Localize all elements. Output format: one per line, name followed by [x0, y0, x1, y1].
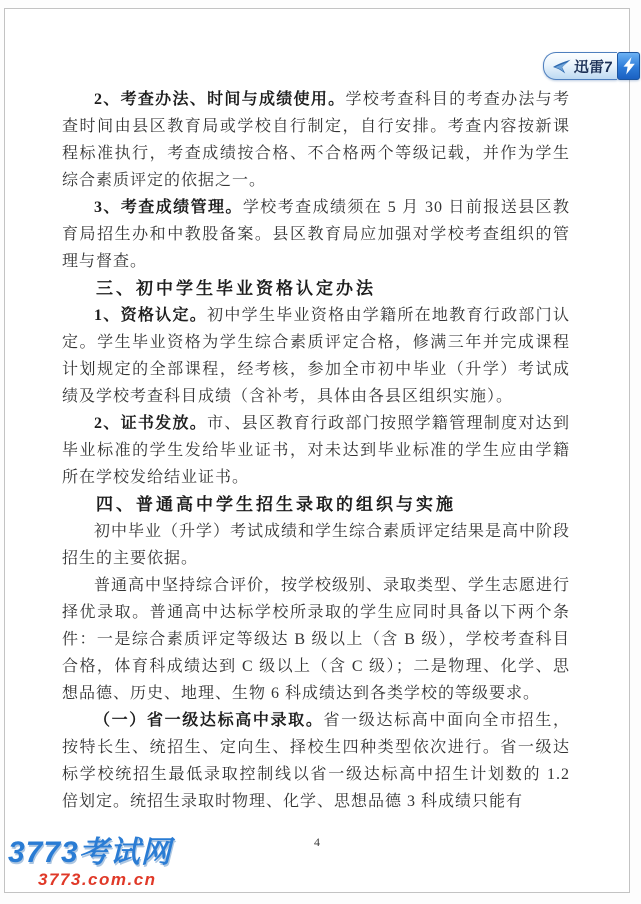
- paragraph-text: 初中学生毕业资格由学籍所在地教育行政部门认定。学生毕业资格为学生综合素质评定合格，修满三年并完成课程计划规定的全部课程，经考核，参加全市初中毕业（升学）考试成绩及学校考查科目成绩（含补考，具体由各县区组织实施）。: [62, 307, 570, 405]
- paragraph: [62, 572, 570, 707]
- lightning-bolt-icon: [623, 57, 635, 75]
- paragraph: [62, 194, 570, 275]
- paragraph-text: 学校考查科目的考查办法与考查时间由县区教育局或学校自行制定，自行安排。考查内容按新课程标准执行，考查成绩按合格、不合格两个等级记载，并作为学生综合素质评定的依据之一。: [62, 91, 570, 189]
- site-watermark-name: 3773考试网: [8, 836, 172, 869]
- section-heading: 三、初中学生毕业资格认定办法: [96, 279, 376, 298]
- paragraph-lead: 2、考查办法、时间与成绩使用。: [94, 91, 346, 108]
- section-heading: 四、普通高中学生招生录取的组织与实施: [96, 495, 456, 514]
- document-body: [62, 86, 570, 815]
- paragraph: [62, 86, 570, 194]
- paragraph-text: 市、县区教育行政部门按照学籍管理制度对达到毕业标准的学生发给毕业证书，对未达到毕业标准的学生应由学籍所在学校发给结业证书。: [62, 415, 570, 486]
- paragraph-lead: 3、考查成绩管理。: [94, 199, 243, 216]
- paragraph-text: 初中毕业（升学）考试成绩和学生综合素质评定结果是高中阶段招生的主要依据。: [62, 523, 571, 567]
- paragraph-lead: 1、资格认定。: [94, 307, 208, 324]
- xunlei-badge-label: 迅雷7: [573, 58, 613, 76]
- swallow-bird-icon: [552, 59, 571, 74]
- paragraph-text: 学校考查成绩须在 5 月 30 日前报送县区教育局招生办和中教股备案。县区教育局应加强对学校考查组织的管理与督查。: [62, 199, 570, 270]
- paragraph: [62, 302, 570, 410]
- lightning-bolt-button[interactable]: [617, 52, 640, 80]
- xunlei-download-badge[interactable]: [543, 52, 640, 80]
- site-watermark: [8, 838, 172, 888]
- paragraph: [62, 410, 570, 491]
- paragraph-text: 普通高中坚持综合评价，按学校级别、录取类型、学生志愿进行择优录取。普通高中达标学校所录取的学生应同时具备以下两个条件：一是综合素质评定等级达 B 级以上（含 B 级），学校考查科目合格，体育科成绩达到 C 级以上（含 C 级）；二是物理、化学、思想品德、历史、地理、生物 6 科成绩达到各类学校的等级要求。: [62, 577, 571, 702]
- paragraph-lead: 2、证书发放。: [94, 415, 208, 432]
- paragraph-text: 省一级达标高中面向全市招生，按特长生、统招生、定向生、择校生四种类型依次进行。省一级达标学校统招生最低录取控制线以省一级达标高中招生计划数的 1.2 倍划定。统招生录取时物理、化学、思想品德 3 科成绩只能有: [62, 712, 570, 810]
- site-watermark-url: 3773.com.cn: [38, 870, 157, 889]
- paragraph-lead: （一）省一级达标高中录取。: [94, 712, 324, 729]
- page-number: 4: [314, 835, 320, 849]
- xunlei-badge-pill[interactable]: [543, 52, 617, 80]
- document-page: [4, 8, 630, 893]
- paragraph: [62, 707, 570, 815]
- paragraph: [62, 518, 570, 572]
